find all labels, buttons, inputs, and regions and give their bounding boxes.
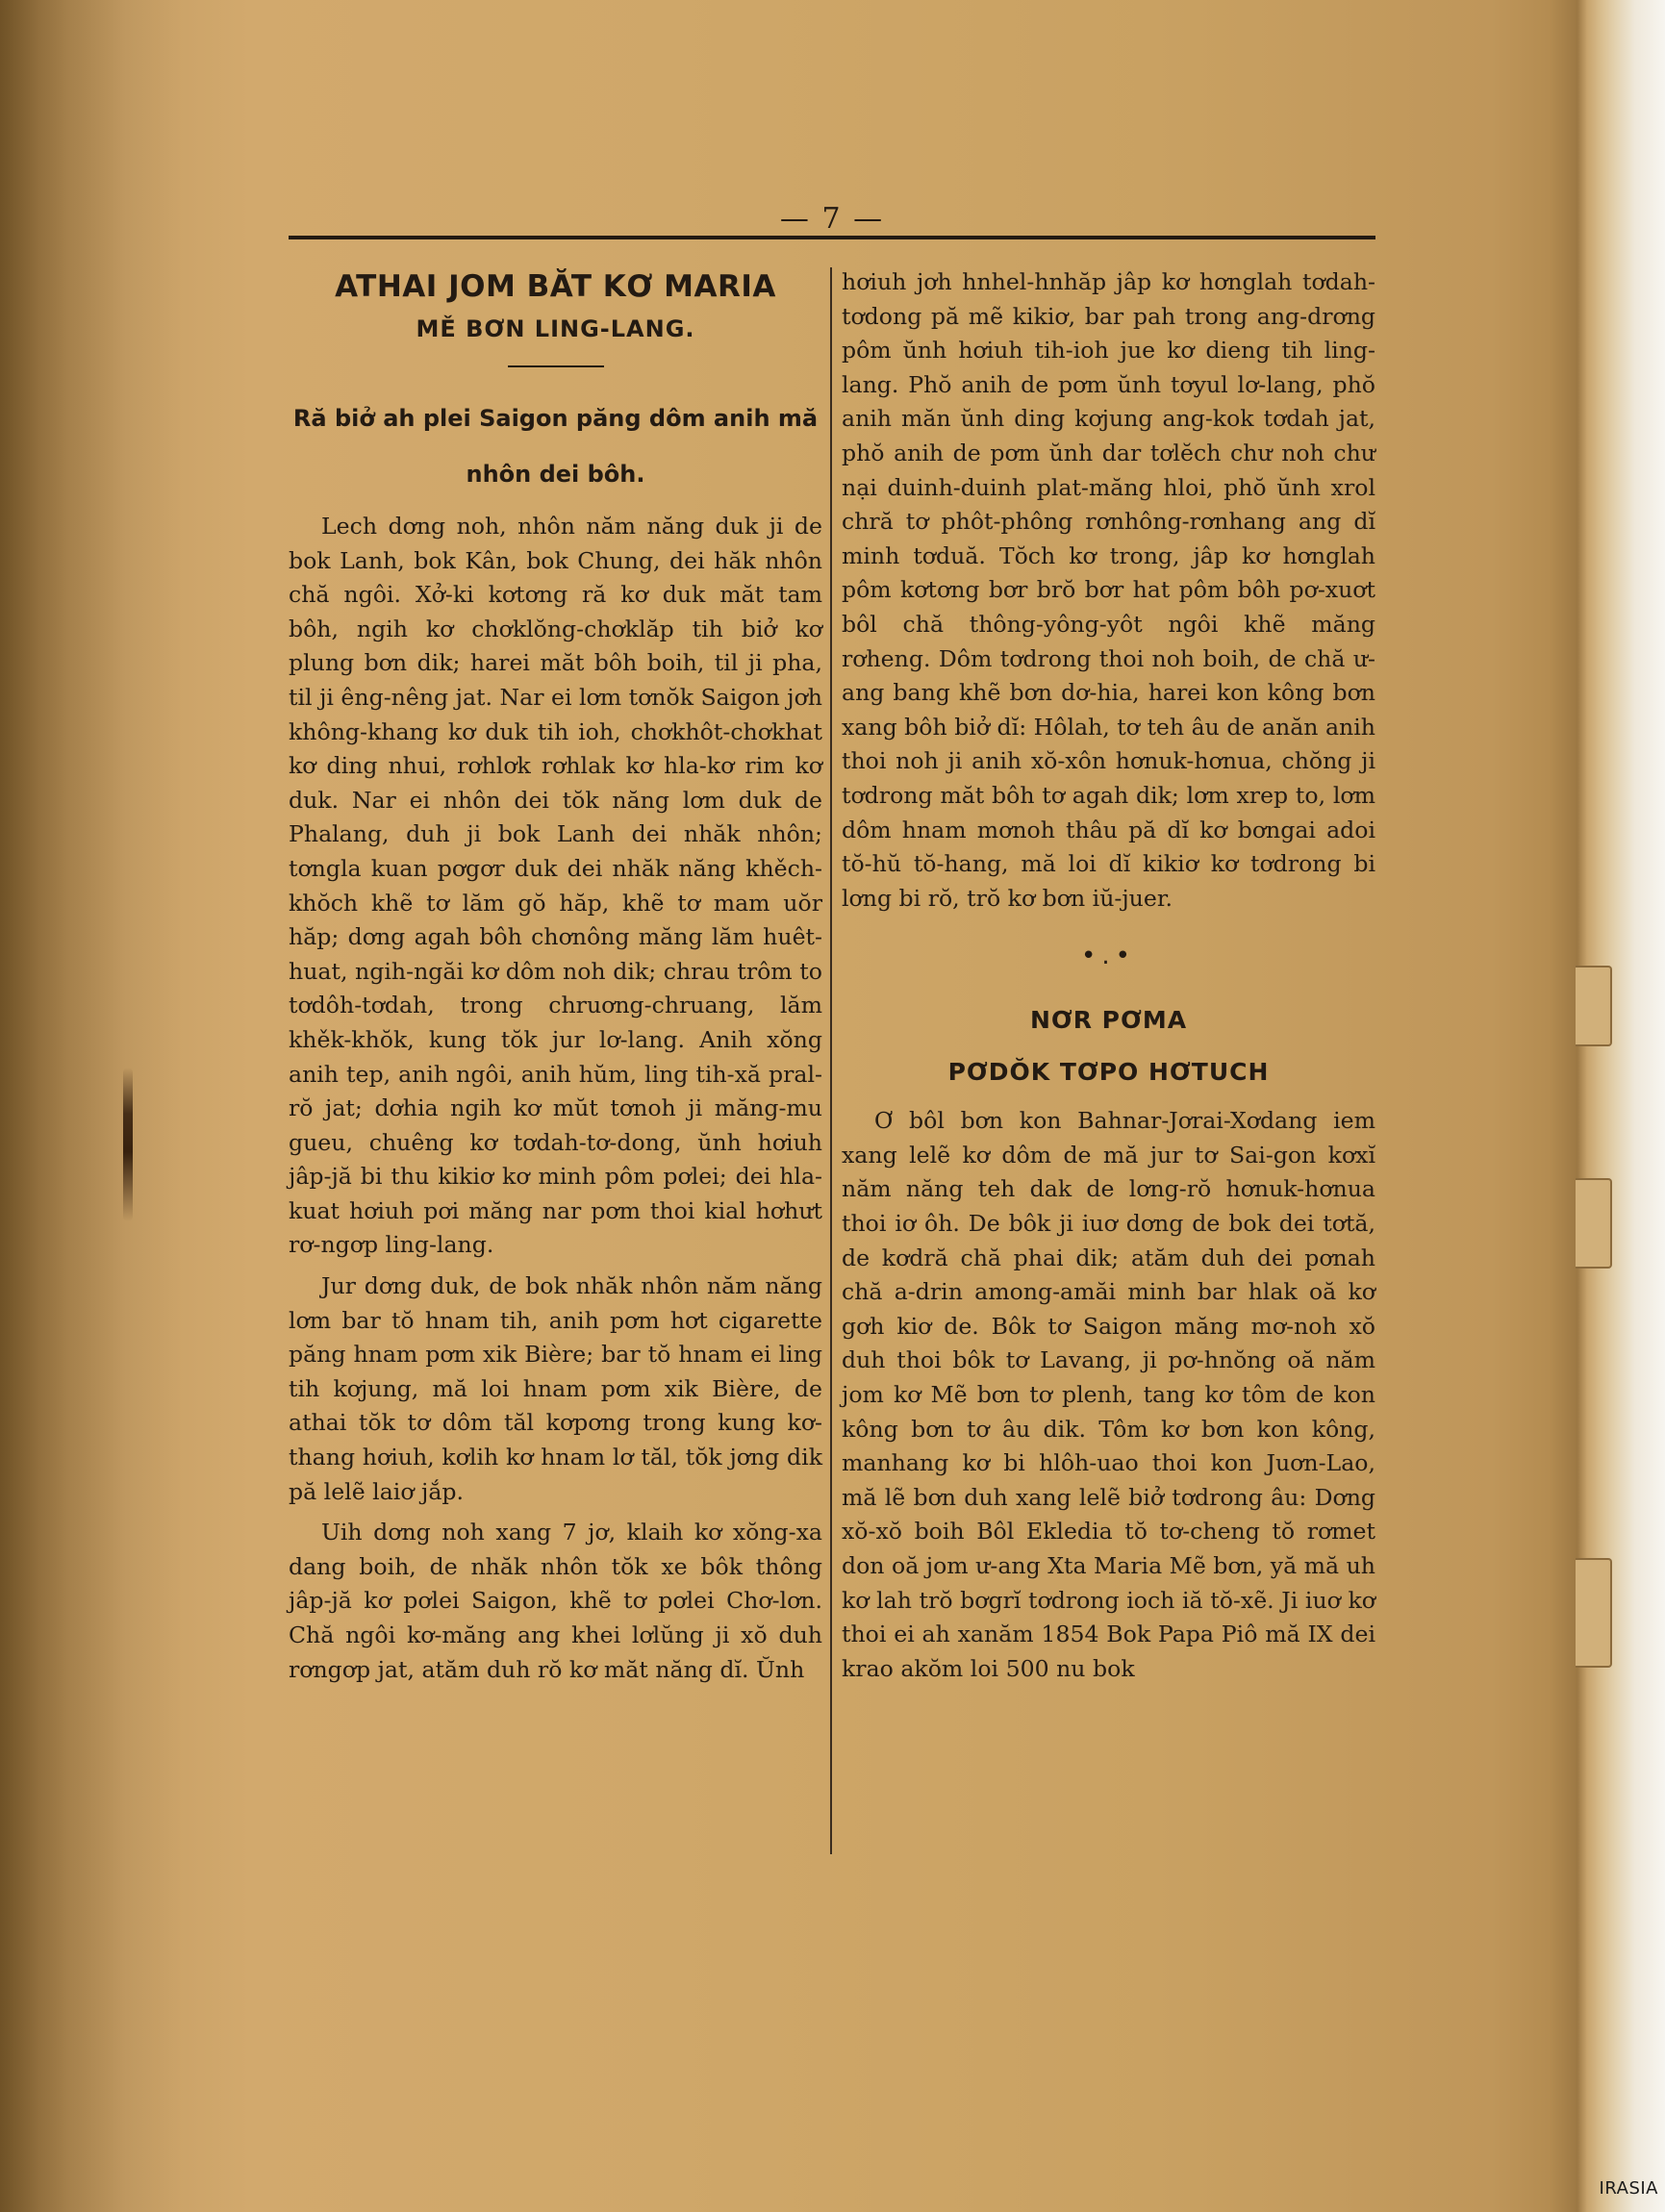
article-title: ATHAI JOM BĂT KƠ MARIA (335, 269, 776, 304)
page-number: — 7 — (779, 202, 885, 236)
article-lede: Ră biở ah plei Saigon păng dôm anih mă nhôn dei bôh. (292, 405, 819, 488)
paragraph: Jur dơng duk, de bok nhăk nhôn năm năng lơm bar tŏ hnam tih, anih pơm hơt cigarette păng hnam pơm xik Bière; bar tŏ hnam ei ling tih kơjung, mă loi hnam pơm xik Bière, de athai tŏk tơ dôm tăl kơpơng trong kung kơ-thang hơiuh, kơlih kơ hnam lơ tăl, tŏk jơng dik pă lelẽ laiơ jắp. (289, 1272, 822, 1505)
article-subtitle: MĚ BƠN LING-LANG. (416, 315, 695, 342)
paragraph: Uih dơng noh xang 7 jơ, klaih kơ xŏng-xa dang boih, de nhăk nhôn tŏk xe bôk thông jâp-jă kơ pơlei Saigon, khẽ tơ pơlei Chơ-lơn. Chă ngôi kơ-măng ang khei lơlŭng ji xŏ duh rơngơp jat, atăm duh rŏ kơ măt năng dĭ. Ŭnh (289, 1519, 822, 1683)
right-column (842, 265, 1375, 1693)
paragraph: Lech dơng noh, nhôn năm năng duk ji de bok Lanh, bok Kân, bok Chung, dei hăk nhôn chă ngôi. Xở-ki kơtơng ră kơ duk măt tam bôh, ngih kơ chơklŏng-chơklăp tih biở kơ plung bơn dik; harei măt bôh boih, til ji pha, til ji êng-nêng jat. Nar ei lơm tơnŏk Saigon jơh không-khang kơ duk tih ioh, chơkhôt-chơkhat kơ ding nhui, rơhlơk rơhlak kơ hla-kơ rim kơ duk. Nar ei nhôn dei tŏk năng lơm duk de Phalang, duh ji bok Lanh dei nhăk nhôn; tơngla kuan pơgơr duk dei nhăk năng khěch-khŏch khẽ tơ lăm gŏ hăp, khẽ tơ mam uŏr hăp; dơng agah bôh chơnông măng lăm huêt-huat, ngih-ngăi kơ dôm noh dik; chrau trôm to tơdôh-tơdah, trong chruơng-chruang, lăm khěk-khŏk, kung tŏk jur lơ-lang. Anih xŏng anih tep, anih ngôi, anih hŭm, ling tih-xă pral-rŏ jat; dơhia ngih kơ mŭt tơnoh ji măng-mu gueu, chuêng kơ tơdah-tơ-dong, ŭnh hơiuh jâp-jă bi thu kikiơ kơ minh pôm pơlei; dei hla-kuat hơiuh pơi măng nar pơm thoi kial hơhưt rơ-ngơp ling-lang. (289, 513, 822, 1259)
paragraph: hơiuh jơh hnhel-hnhăp jâp kơ hơnglah tơdah-tơdong pă mẽ kikiơ, bar pah trong ang-drơng pôm ŭnh hơiuh tih-ioh jue kơ dieng tih ling-lang. Phŏ anih de pơm ŭnh tơyul lơ-lang, phŏ anih măn ŭnh ding kơjung ang-kok tơdah jat, phŏ anih de pơm ŭnh dar tơlĕch chư noh chư nại duinh-duinh plat-măng hloi, phŏ ŭnh xrol chră tơ phôt-phông rơnhông-rơnhang ang dĭ minh tơduă. Tŏch kơ trong, jâp kơ hơnglah pôm kơtơng bơr brŏ bơr hat pôm bôh pơ-xuơt bôl chă thông-yông-yôt ngôi khẽ măng rơheng. Dôm tơdrong thoi noh boih, de chă ư-ang bang khẽ bơn dơ-hia, harei kon kông bơn xang bôh biở dĭ: Hôlah, tơ teh âu de anăn anih thoi noh ji anih xŏ-xôn hơnuk-hơnua, chŏng ji tơdrong măt bôh tơ agah dik; lơm xrep to, lơm dôm hnam mơnoh thâu pă dĭ kơ bơngai adoi tŏ-hŭ tŏ-hang, mă loi dĭ kikiơ kơ tơdrong bi lơng bi rŏ, trŏ kơ bơn iŭ-juer. (842, 268, 1375, 912)
page-edge-tab (1576, 966, 1612, 1046)
article-body (842, 1104, 1375, 1686)
column-divider (830, 267, 832, 1854)
title-divider (508, 365, 604, 367)
section-separator: •.• (1081, 942, 1136, 971)
article-body-continued (842, 265, 1375, 916)
page-edge-tab (1576, 1178, 1612, 1269)
left-column (289, 265, 822, 1694)
article-body (289, 510, 822, 1687)
archive-watermark: IRASIA (1599, 2178, 1658, 2199)
article-title: NƠR PƠMA (1029, 1006, 1188, 1035)
paragraph: Ơ bôl bơn kon Bahnar-Jơrai-Xơdang iem xang lelẽ kơ dôm de mă jur tơ Sai-gon kơxĭ năm năng teh dak de lơng-rŏ hơnuk-hơnua thoi iơ ôh. De bôk ji iuơ dơng de bok dei tơtă, de kơdră chă phai dik; atăm duh dei pơnah chă a-drin among-amăi minh bar hlak oă kơ gơh kiơ de. Bôk tơ Saigon măng mơ-noh xŏ duh thoi bôk tơ Lavang, ji pơ-hnŏng oă năm jom kơ Mẽ bơn tơ plenh, tang kơ tôm de kon kông bơn tơ âu dik. Tôm kơ bơn kon kông, manhang kơ bi hlôh-uao thoi kon Juơn-Lao, mă lẽ bơn duh xang lelẽ biở tơdrong âu: Dơng xŏ-xŏ boih Bôl Ekledia tŏ tơ-cheng tŏ rơmet don oă jom ư-ang Xta Maria Mẽ bơn, yă mă uh kơ lah trŏ bơgrĭ tơdrong ioch iă tŏ-xẽ. Ji iuơ kơ thoi ei ah xanăm 1854 Bok Papa Piô mă IX dei krao akŏm loi 500 nu bok (842, 1107, 1376, 1682)
binding-tear-mark (123, 1068, 133, 1221)
article-subtitle: PƠDŎK TƠPO HƠTUCH (947, 1058, 1270, 1087)
newspaper-page (289, 200, 1375, 1950)
header-rule (289, 236, 1375, 239)
binding-fold-shadow (0, 0, 183, 2212)
page-edge-tab (1576, 1558, 1612, 1668)
